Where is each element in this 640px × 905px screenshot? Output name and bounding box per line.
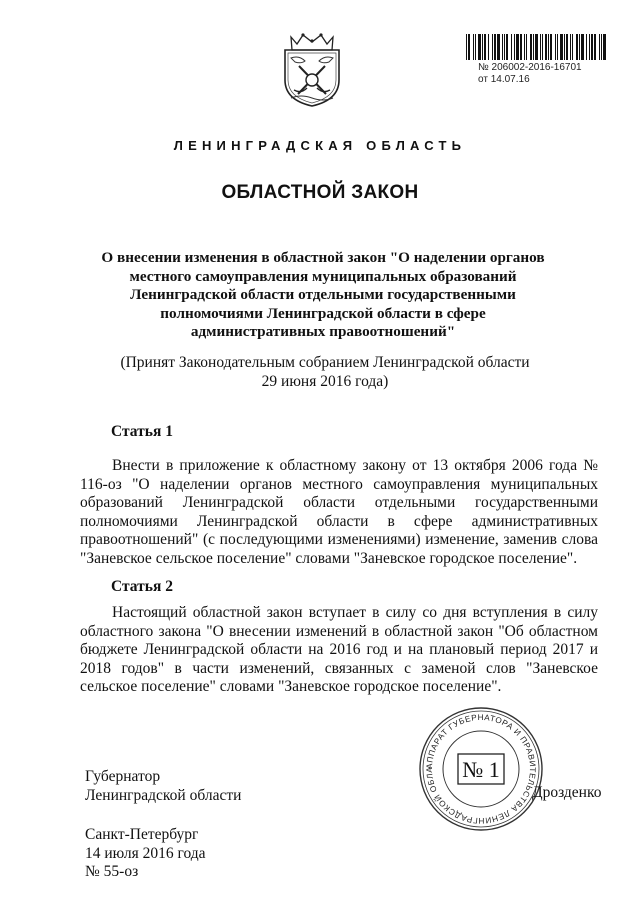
article-2-text: Настоящий областной закон вступает в силу со дня вступления в силу областного закона "О внесении изменений в областной закон "Об областном бюджете Ленинградской области на 2016 год и на плановый период 2017 и 2018 годов" в части изменений, связанных с заменой слов "Заневское сельское поселение" словами "Заневское городское поселение". [80, 604, 598, 696]
law-title [90, 249, 556, 342]
title-line: О внесении изменения в областной закон "О наделении органов [101, 249, 545, 266]
position-line: Ленинградской области [85, 786, 242, 804]
adoption-line: (Принят Законодательным собранием Ленинградской области [120, 354, 530, 371]
position-line: Губернатор [85, 768, 161, 785]
region-heading: ЛЕНИНГРАДСКАЯ ОБЛАСТЬ [173, 138, 467, 153]
article-2-heading: Статья 2 [111, 578, 173, 595]
seal-number: № 1 [462, 757, 500, 782]
article-1-heading: Статья 1 [111, 423, 173, 440]
adoption-line: 29 июня 2016 года) [261, 372, 389, 390]
registration-number: № 206002-2016-16701 [478, 62, 582, 73]
registration-stamp [478, 62, 582, 86]
title-line: Ленинградской области отдельными государственными [130, 286, 516, 304]
signatory-position [85, 768, 241, 805]
adoption-note [80, 354, 570, 391]
signatory-name: Дрозденко [532, 784, 602, 801]
title-line: административных правоотношений" [190, 323, 456, 341]
signing-details [85, 826, 206, 882]
title-line: местного самоуправления муниципальных образований [129, 267, 517, 285]
signing-city: Санкт-Петербург [85, 826, 199, 843]
official-seal-stamp [418, 706, 544, 832]
signing-date: 14 июля 2016 года [85, 844, 206, 862]
coat-of-arms-emblem [281, 28, 343, 108]
title-line: полномочиями Ленинградской области в сфере [160, 304, 486, 322]
seal-ring-text: АППАРАТ ГУБЕРНАТОРА И ПРАВИТЕЛЬСТВА ЛЕНИНГРАДСКОЙ ОБЛА [424, 712, 538, 826]
law-number: № 55-оз [85, 863, 139, 881]
barcode [464, 34, 610, 60]
document-type-heading: ОБЛАСТНОЙ ЗАКОН [221, 182, 419, 203]
registration-date: от 14.07.16 [478, 74, 530, 85]
article-1-text: Внести в приложение к областному закону от 13 октября 2006 года № 116-оз "О наделении органов местного самоуправления муниципальных образований Ленинградской области отдельными государственными полномочиями Ленинградской области в сфере административных правоотношений" (с последующими изменениями) изменение, заменив слова "Заневское сельское поселение" словами "Заневское городское поселение". [80, 457, 598, 567]
